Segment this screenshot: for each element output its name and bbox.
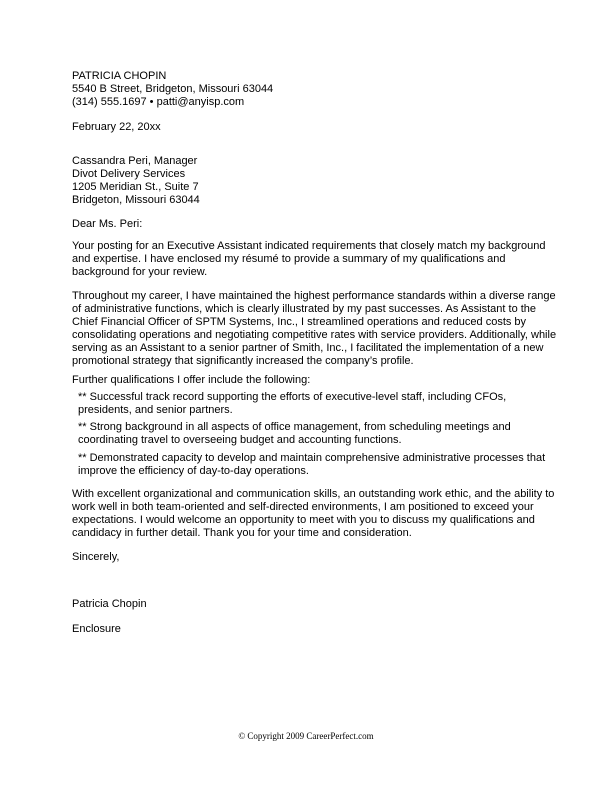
sender-name: PATRICIA CHOPIN (72, 70, 167, 82)
closing: Sincerely, (72, 551, 120, 563)
paragraph-3: Further qualifications I offer include the following: (72, 374, 311, 386)
recipient-block (72, 155, 542, 207)
paragraph-2: Throughout my career, I have maintained the highest performance standards within a diverse range of administrative functions, which is clearly illustrated by my past successes. As Assistant to the Chief Financial Officer of SPTM Systems, Inc., I streamlined operations and reduced costs by consolidating operations and negotiating competitive rates with service providers. Additionally, while serving as an Assistant to a senior partner of Smith, Inc., I facilitated the implementation of a new promotional strategy that significantly increased the company’s profile. (72, 290, 557, 367)
recipient-company: Divot Delivery Services (72, 168, 186, 180)
letter-date: February 22, 20xx (72, 121, 161, 133)
recipient-street: 1205 Meridian St., Suite 7 (72, 181, 199, 193)
sender-block (72, 70, 542, 109)
recipient-city: Bridgeton, Missouri 63044 (72, 194, 200, 206)
sender-address: 5540 B Street, Bridgeton, Missouri 63044 (72, 83, 274, 95)
enclosure-note: Enclosure (72, 623, 121, 635)
bullet-item: ** Demonstrated capacity to develop and maintain comprehensive administrative processes that improve the efficiency of day-to-day operations. (78, 452, 546, 477)
bullet-item: ** Successful track record supporting the efforts of executive-level staff, including CFOs, presidents, and senior partners. (78, 391, 507, 416)
recipient-name: Cassandra Peri, Manager (72, 155, 198, 167)
salutation: Dear Ms. Peri: (72, 218, 143, 230)
copyright-footer: © Copyright 2009 CareerPerfect.com (238, 731, 374, 741)
signature-name: Patricia Chopin (72, 598, 147, 610)
bullet-item: ** Strong background in all aspects of office management, from scheduling meetings and coordinating travel to overseeing budget and accounting functions. (78, 421, 511, 446)
paragraph-1: Your posting for an Executive Assistant indicated requirements that closely match my background and expertise. I have enclosed my résumé to provide a summary of my qualifications and background for your review. (72, 240, 546, 278)
paragraph-4: With excellent organizational and communication skills, an outstanding work ethic, and the ability to work well in both team-oriented and self-directed environments, I am positioned to exceed your expectations. I would welcome an opportunity to meet with you to discuss my qualifications and candidacy in further detail. Thank you for your time and consideration. (72, 488, 555, 539)
sender-contact: (314) 555.1697 • patti@anyisp.com (72, 96, 245, 108)
